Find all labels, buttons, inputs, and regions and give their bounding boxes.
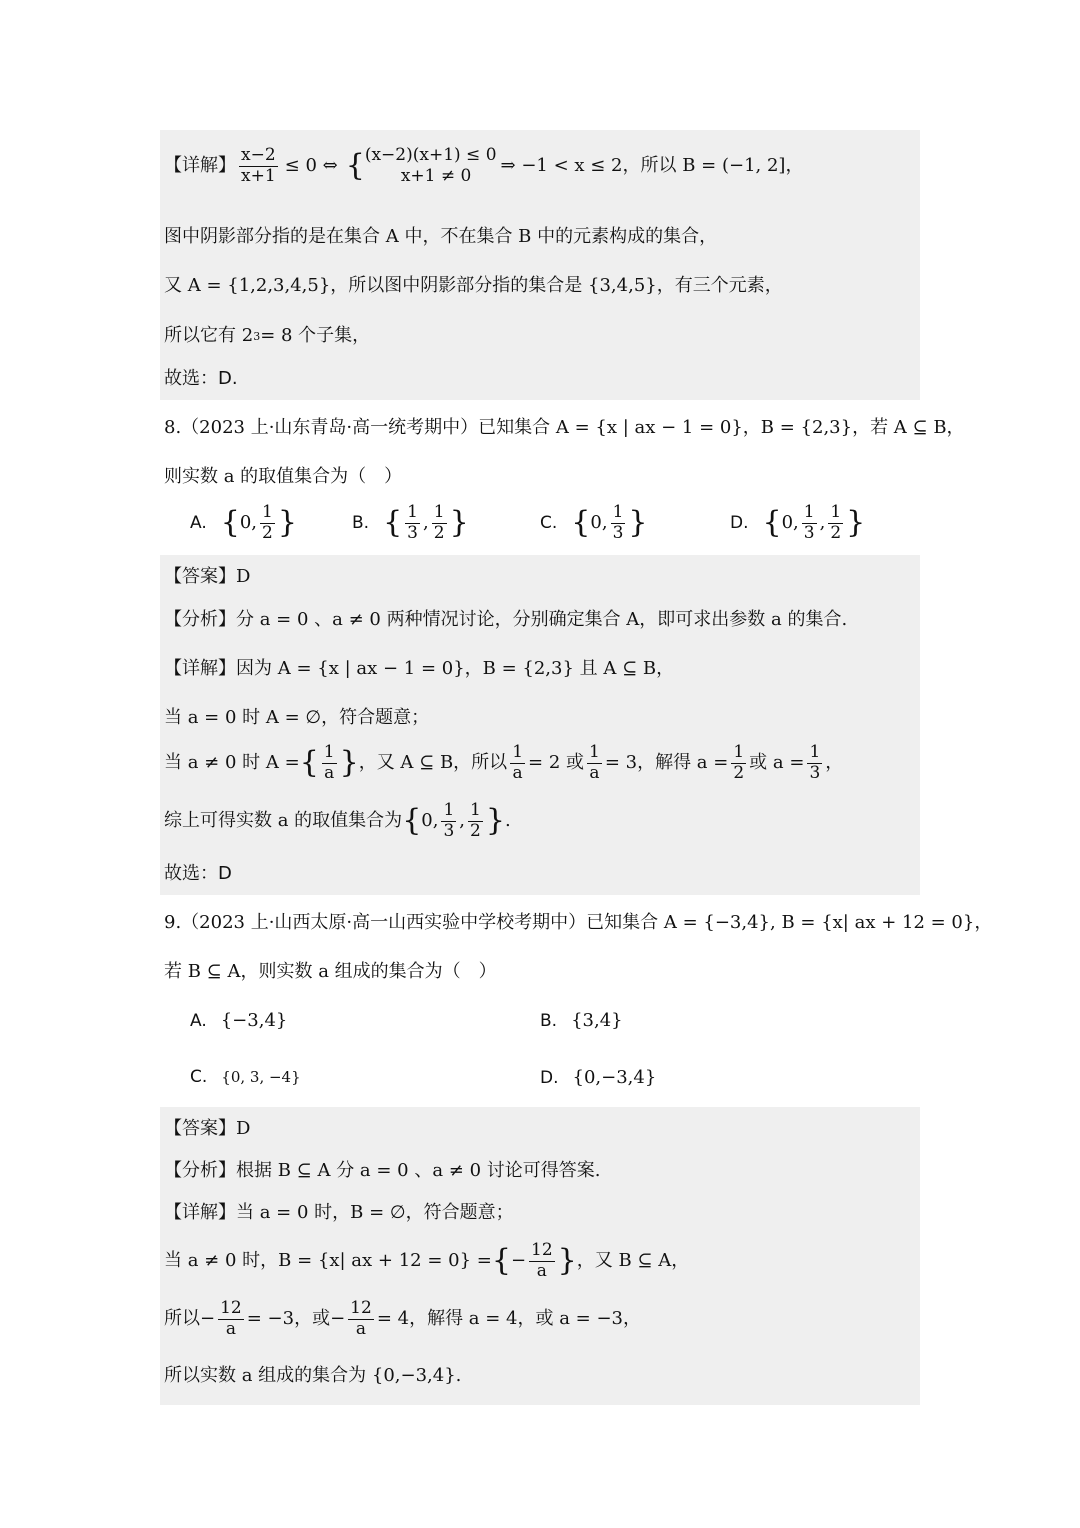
q7-detail-line1: 【详解】 $\frac{x-2}{x+1}$ ≤ 0 ⇔ { (x−2)(x+1) ≤ 0 x+1 ≠ 0 ⇒ −1 < x ≤ 2，所以 B = (−1, 2]， (164, 145, 804, 187)
q8-option-d[interactable]: D. { 0, $\frac{1}{3}$ , $\frac{1}{2}$ } (730, 502, 866, 543)
q8-detail-line1: 【详解】因为 A = {x | ax − 1 = 0}，B = {2,3} 且 A ⊆ B， (164, 658, 675, 679)
q7-detail-line4: 所以它有 2 3 = 8 个子集， (164, 325, 371, 346)
option-label: A. (190, 512, 207, 533)
q9-option-b[interactable]: B. {3,4} (540, 1010, 623, 1031)
option-label: C. (540, 512, 558, 533)
q8-answer: 【答案】D (164, 566, 251, 587)
option-fraction: $\frac{1}{3}$ (803, 502, 815, 543)
option-fraction: $\frac{1}{2}$ (830, 502, 842, 543)
q9-stem-line2: 若 B ⊆ A，则实数 a 组成的集合为（ ） (164, 961, 497, 982)
q8-option-b[interactable]: B. { $\frac{1}{3}$ , $\frac{1}{2}$ } (352, 502, 469, 543)
q8-choice: 故选：D (164, 863, 232, 884)
q9-option-a[interactable]: A. {−3,4} (190, 1010, 288, 1031)
q9-option-d[interactable]: D. {0,−3,4} (540, 1067, 657, 1088)
q9-option-c[interactable]: C. {0, 3, −4} (190, 1067, 301, 1087)
q8-detail-line4: 综上可得实数 a 的取值集合为 { 0, $\frac{1}{3}$ , $\frac{1}{2}$ } . (164, 800, 511, 841)
q8-detail-line3: 当 a ≠ 0 时 A = { $\frac{1}{a}$ } ，又 A ⊆ B，所以 $\frac{1}{a}$ = 2 或 $\frac{1}{a}$ = 3，解得 a = $\frac{1}{2}$ 或 a = $\frac{1}{3}$ ， (164, 742, 844, 783)
q9-answer: 【答案】D (164, 1118, 251, 1139)
option-fraction: $\frac{1}{2}$ (433, 502, 445, 543)
option-fraction: $\frac{1}{3}$ (612, 502, 624, 543)
q7-system: { (x−2)(x+1) ≤ 0 x+1 ≠ 0 (345, 145, 497, 187)
q8-option-a[interactable]: A. { 0, $\frac{1}{2}$ } (190, 502, 297, 543)
q7-detail-line3: 又 A = {1,2,3,4,5}，所以图中阴影部分指的集合是 {3,4,5}，有三个元素， (164, 275, 783, 296)
q9-detail-line3: 所以 − $\frac{12}{a}$ = −3，或 − $\frac{12}{a}$ = 4，解得 a = 4，或 a = −3， (164, 1298, 642, 1339)
q8-detail-line2: 当 a = 0 时 A = ∅，符合题意； (164, 707, 430, 728)
q7-detail-line2: 图中阴影部分指的是在集合 A 中，不在集合 B 中的元素构成的集合， (164, 226, 718, 247)
q8-option-c[interactable]: C. { 0, $\frac{1}{3}$ } (540, 502, 648, 543)
q9-analysis: 【分析】根据 B ⊆ A 分 a = 0 、a ≠ 0 讨论可得答案. (164, 1160, 601, 1181)
q9-stem-line1: 9.（2023 上·山西太原·高一山西实验中学校考期中）已知集合 A = {−3,4}, B = {x| ax + 12 = 0}， (164, 912, 993, 933)
option-fraction: $\frac{1}{2}$ (262, 502, 273, 543)
q7-fraction: $\frac{x-2}{x+1}$ (241, 145, 276, 186)
q8-stem-line1: 8.（2023 上·山东青岛·高一统考期中）已知集合 A = {x | ax − 1 = 0}，B = {2,3}，若 A ⊆ B， (164, 417, 965, 438)
q9-detail-line2: 当 a ≠ 0 时，B = {x| ax + 12 = 0} = { − $\frac{12}{a}$ } ，又 B ⊆ A， (164, 1240, 690, 1281)
option-fraction: $\frac{1}{3}$ (407, 502, 418, 543)
q8-stem-line2: 则实数 a 的取值集合为（ ） (164, 466, 403, 487)
option-label: D. (730, 512, 749, 533)
q9-detail-line1: 【详解】当 a = 0 时，B = ∅，符合题意； (164, 1202, 514, 1223)
q8-analysis: 【分析】分 a = 0 、a ≠ 0 两种情况讨论，分别确定集合 A，即可求出参数 a 的集合. (164, 609, 848, 630)
option-label: B. (352, 512, 370, 533)
q7-choice: 故选：D. (164, 368, 238, 389)
q9-detail-line4: 所以实数 a 组成的集合为 {0,−3,4}. (164, 1365, 462, 1386)
